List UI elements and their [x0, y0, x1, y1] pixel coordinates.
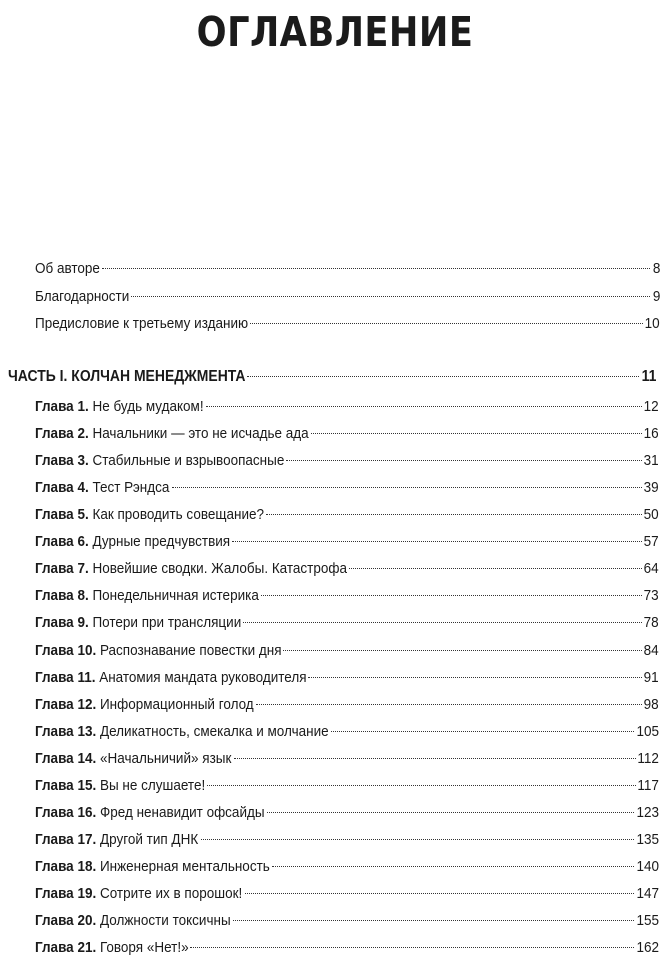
toc-entry-chapter-14[interactable]	[35, 746, 659, 772]
chapter-title: Фред ненавидит офсайды	[99, 803, 265, 821]
chapter-title: Говоря «Нет!»	[99, 939, 189, 956]
chapter-number: Глава 5.	[35, 506, 89, 524]
toc-entry-chapter-16[interactable]	[35, 800, 659, 826]
toc-entry-acknowledgements[interactable]	[35, 284, 660, 310]
leader-dots	[206, 406, 642, 407]
chapter-title: Вы не слушаете!	[99, 776, 206, 794]
chapter-title: «Начальничий» язык	[99, 749, 232, 767]
toc-entry-chapter-3[interactable]	[35, 448, 659, 474]
entry-title	[35, 529, 230, 555]
chapter-title: Другой тип ДНК	[99, 830, 199, 848]
part-title: ЧАСТЬ I. КОЛЧАН МЕНЕДЖМЕНТА	[8, 368, 246, 385]
chapter-title: Новейшие сводки. Жалобы. Катастрофа	[92, 560, 348, 578]
entry-title	[35, 854, 270, 880]
entry-title	[35, 638, 282, 664]
entry-page: 16	[643, 425, 659, 443]
chapter-title: Анатомия мандата руководителя	[99, 668, 307, 686]
chapter-number: Глава 14.	[35, 749, 97, 767]
leader-dots	[234, 758, 636, 759]
entry-page: 117	[637, 776, 659, 794]
entry-page: 98	[643, 695, 659, 713]
page-title: ОГЛАВЛЕНИЕ	[196, 8, 474, 56]
entry-page: 162	[636, 939, 659, 956]
chapter-title: Стабильные и взрывоопасные	[92, 452, 285, 470]
toc-entry-chapter-8[interactable]	[35, 583, 659, 609]
entry-page: 112	[637, 749, 659, 767]
entry-title	[35, 394, 204, 420]
chapter-number: Глава 19.	[35, 884, 97, 902]
entry-title	[35, 502, 264, 528]
chapter-number: Глава 11.	[35, 668, 96, 686]
chapter-title: Деликатность, смекалка и молчание	[99, 722, 329, 740]
toc-entry-chapter-9[interactable]	[35, 610, 659, 636]
chapter-title: Как проводить совещание?	[92, 506, 265, 524]
chapter-number: Глава 6.	[35, 533, 89, 551]
chapter-number: Глава 21.	[35, 939, 97, 956]
entry-title	[35, 556, 347, 582]
leader-dots	[311, 433, 643, 434]
leader-dots	[243, 622, 642, 623]
entry-page: 8	[652, 260, 660, 277]
entry-page: 91	[643, 668, 659, 686]
chapter-title: Инженерная ментальность	[99, 857, 270, 875]
entry-title	[35, 746, 231, 772]
leader-dots	[207, 785, 635, 786]
toc-entry-chapter-11[interactable]	[35, 665, 659, 691]
entry-title: Об авторе	[35, 260, 100, 277]
chapter-title: Сотрите их в порошок!	[99, 884, 243, 902]
entry-page: 10	[644, 315, 660, 332]
chapter-number: Глава 2.	[35, 425, 89, 443]
entry-title	[35, 908, 231, 934]
chapter-title: Информационный голод	[99, 695, 254, 713]
part-page: 11	[641, 368, 656, 385]
chapter-number: Глава 7.	[35, 560, 89, 578]
entry-title	[35, 421, 309, 447]
entry-page: 57	[643, 533, 659, 551]
entry-title	[35, 935, 189, 961]
toc-entry-chapter-17[interactable]	[35, 827, 659, 853]
chapter-number: Глава 8.	[35, 587, 89, 605]
entry-page: 84	[643, 641, 659, 659]
entry-page: 50	[643, 506, 659, 524]
entry-page: 73	[643, 587, 659, 605]
toc-entry-chapter-1[interactable]	[35, 394, 659, 420]
chapter-title: Распознавание повестки дня	[99, 641, 282, 659]
leader-dots	[283, 650, 642, 651]
toc-entry-about-author[interactable]	[35, 256, 660, 282]
entry-page: 39	[643, 479, 659, 497]
leader-dots	[349, 568, 643, 569]
entry-page: 31	[643, 452, 659, 470]
chapter-title: Понедельничная истерика	[92, 587, 259, 605]
chapter-number: Глава 10.	[35, 641, 97, 659]
entry-title	[35, 692, 254, 718]
chapter-number: Глава 12.	[35, 695, 97, 713]
entry-title	[35, 448, 284, 474]
entry-title	[35, 827, 198, 853]
leader-dots	[131, 296, 650, 297]
chapter-number: Глава 18.	[35, 857, 97, 875]
toc-entry-chapter-15[interactable]	[35, 773, 659, 799]
leader-dots	[201, 839, 635, 840]
leader-dots	[261, 595, 643, 596]
toc-entry-chapter-18[interactable]	[35, 854, 659, 880]
leader-dots	[233, 920, 634, 921]
leader-dots	[245, 893, 635, 894]
chapter-number: Глава 4.	[35, 479, 89, 497]
entry-title	[35, 773, 205, 799]
entry-title	[35, 719, 329, 745]
chapter-number: Глава 17.	[35, 830, 97, 848]
entry-title	[35, 881, 242, 907]
toc-entry-chapter-19[interactable]	[35, 881, 659, 907]
chapter-number: Глава 3.	[35, 452, 89, 470]
leader-dots	[102, 268, 650, 269]
entry-title: Благодарности	[35, 288, 130, 305]
chapter-number: Глава 16.	[35, 803, 97, 821]
toc-part-heading[interactable]	[8, 364, 656, 390]
entry-page: 147	[636, 884, 659, 902]
entry-title	[35, 665, 307, 691]
leader-dots	[272, 866, 635, 867]
toc-entry-chapter-13[interactable]	[35, 719, 659, 745]
chapter-title: Должности токсичны	[99, 912, 231, 929]
chapter-title: Тест Рэндса	[92, 479, 170, 497]
entry-page: 78	[643, 614, 659, 632]
entry-title: Предисловие к третьему изданию	[35, 315, 249, 332]
entry-page: 105	[636, 722, 659, 740]
leader-dots	[308, 677, 642, 678]
toc-entry-chapter-4[interactable]	[35, 475, 659, 501]
entry-title	[35, 583, 259, 609]
chapter-title: Потери при трансляции	[92, 614, 242, 632]
leader-dots	[331, 731, 635, 732]
entry-page: 64	[643, 560, 659, 578]
leader-dots	[256, 704, 643, 705]
entry-title	[35, 610, 241, 636]
leader-dots	[250, 323, 643, 324]
toc-entry-chapter-6[interactable]	[35, 529, 659, 555]
toc-entry-chapter-7[interactable]	[35, 556, 659, 582]
entry-page: 123	[636, 803, 659, 821]
chapter-number: Глава 13.	[35, 722, 97, 740]
leader-dots	[266, 514, 642, 515]
chapter-title: Дурные предчувствия	[92, 533, 231, 551]
chapter-number: Глава 20.	[35, 912, 97, 929]
toc-entry-chapter-20[interactable]	[35, 908, 659, 934]
entry-page: 9	[652, 288, 660, 305]
toc-entry-chapter-12[interactable]	[35, 692, 659, 718]
toc-entry-chapter-10[interactable]	[35, 638, 659, 664]
entry-page: 140	[636, 857, 659, 875]
toc-entry-chapter-21[interactable]	[35, 935, 659, 961]
entry-title	[35, 475, 169, 501]
chapter-title: Не будь мудаком!	[92, 398, 204, 415]
leader-dots	[190, 947, 634, 948]
toc-entry-chapter-5[interactable]	[35, 502, 659, 528]
entry-page: 155	[636, 912, 659, 929]
entry-page: 12	[643, 398, 659, 415]
entry-page: 135	[636, 830, 659, 848]
chapter-number: Глава 9.	[35, 614, 89, 632]
leader-dots	[172, 487, 643, 488]
leader-dots	[286, 460, 642, 461]
toc-entry-chapter-2[interactable]	[35, 421, 659, 447]
chapter-number: Глава 15.	[35, 776, 97, 794]
chapter-title: Начальники — это не исчадье ада	[92, 425, 309, 443]
entry-title	[35, 800, 265, 826]
leader-dots	[247, 376, 638, 377]
chapter-number: Глава 1.	[35, 398, 89, 415]
leader-dots	[232, 541, 642, 542]
toc-entry-preface[interactable]	[35, 311, 660, 337]
leader-dots	[267, 812, 635, 813]
